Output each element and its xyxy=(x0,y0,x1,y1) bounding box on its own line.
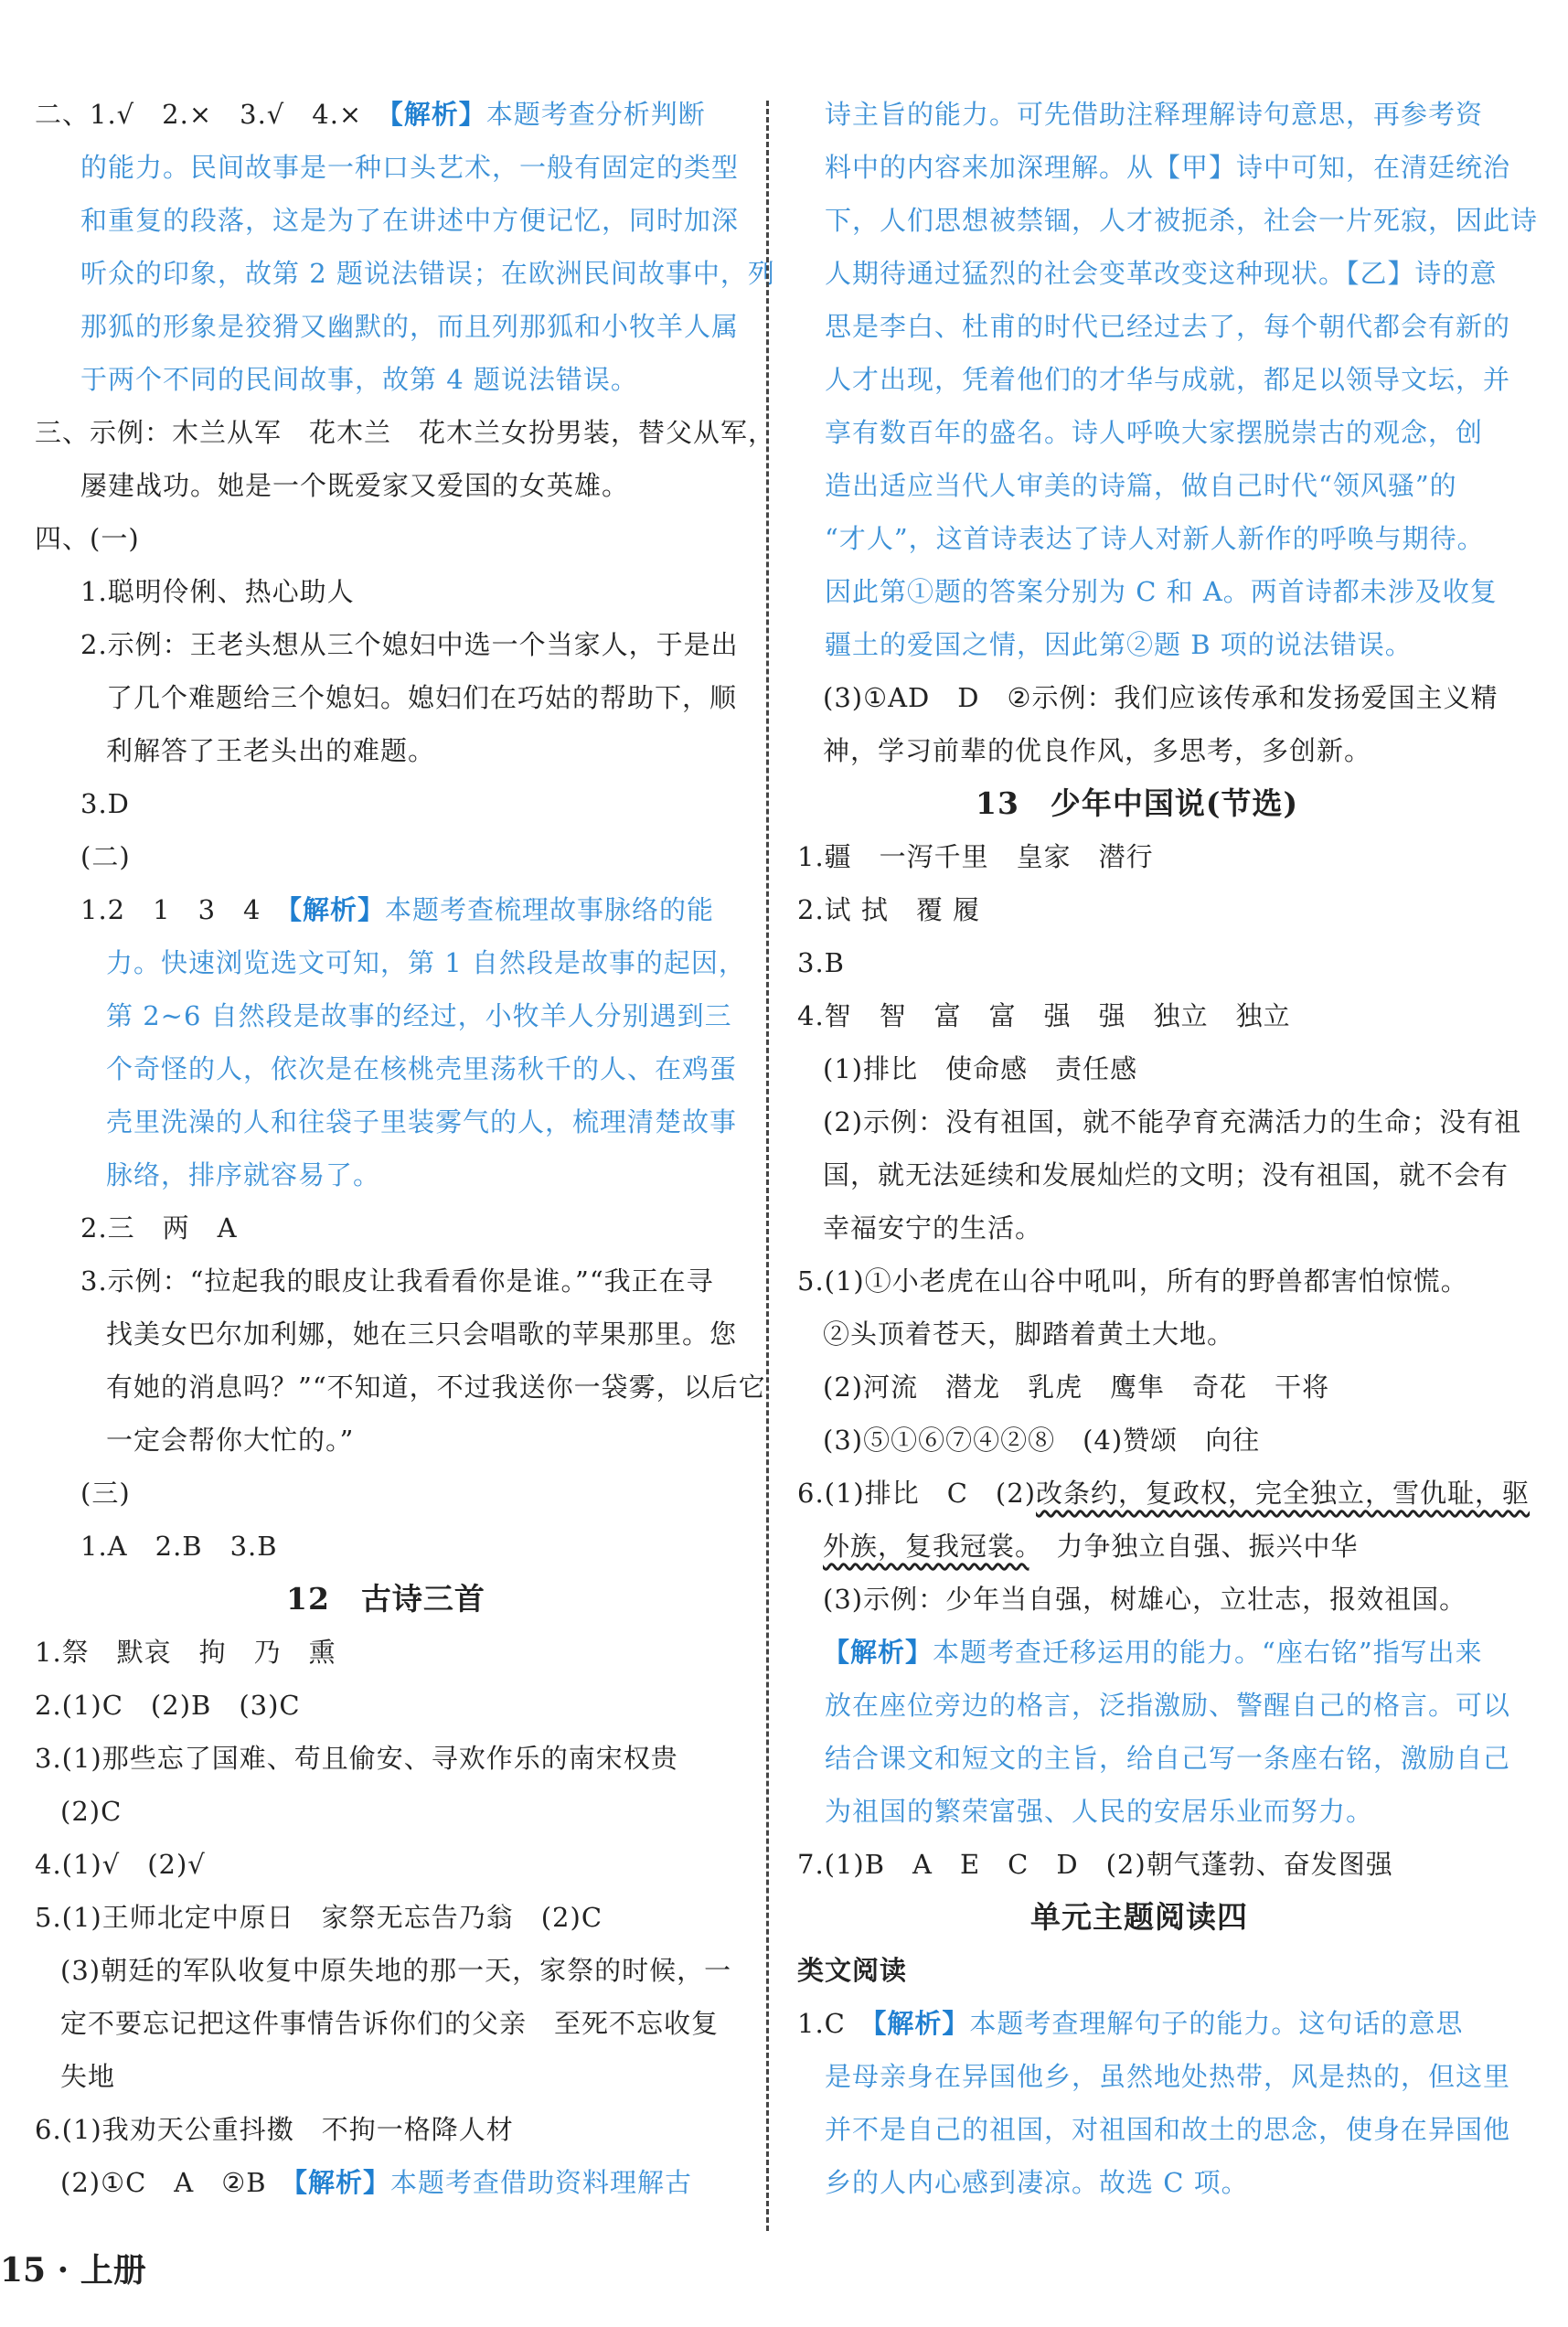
right-line xyxy=(823,1157,1509,1193)
right-line xyxy=(825,1687,1510,1724)
left-line xyxy=(35,520,140,557)
text-segment: 那狐的形象是狡猾又幽默的，而且列那狐和小牧羊人属 xyxy=(80,311,740,342)
text-segment: 个奇怪的人，依次是在核桃壳里荡秋千的人、在鸡蛋 xyxy=(106,1053,738,1084)
text-segment: 力。快速浏览选文可知，第 1 自然段是故事的起因， xyxy=(106,947,746,978)
right-line xyxy=(823,1634,1483,1671)
text-segment: 三、示例：木兰从军 花木兰 花木兰女扮男装，替父从军， xyxy=(35,417,776,448)
left-line xyxy=(106,1051,737,1087)
text-segment: 6.(1)我劝天公重抖擞 不拘一格降人材 xyxy=(35,2114,514,2145)
right-line xyxy=(797,998,1291,1034)
left-line xyxy=(80,838,131,875)
text-segment: 找美女巴尔加利娜，她在三只会唱歌的苹果那里。您 xyxy=(106,1318,738,1350)
analysis-tag: 【解析】 xyxy=(389,99,486,130)
right-line xyxy=(797,945,845,981)
left-line xyxy=(286,1581,485,1618)
text-segment: 幸福安宁的生活。 xyxy=(823,1212,1043,1244)
text-segment: 2.三 两 A xyxy=(80,1212,238,1244)
left-line xyxy=(80,891,714,928)
text-segment: 下，人们思想被禁锢，人才被扼杀，社会一片死寂，因此诗 xyxy=(825,205,1539,236)
right-line xyxy=(797,891,980,928)
text-segment: 一定会帮你大忙的。” xyxy=(106,1425,355,1456)
page-footer: 15 · 上册 xyxy=(0,2251,146,2290)
left-line xyxy=(106,679,737,716)
right-line xyxy=(825,626,1413,663)
right-line xyxy=(823,1581,1467,1617)
text-segment: 失地 xyxy=(60,2061,116,2092)
text-segment: 4.智 智 富 富 强 强 独立 独立 xyxy=(797,1000,1291,1031)
left-line xyxy=(106,1104,737,1140)
text-segment: 3.(1)那些忘了国难、苟且偷安、寻欢作乐的南宋权贵 xyxy=(35,1743,678,1774)
left-line xyxy=(80,467,629,504)
left-line xyxy=(60,2058,115,2095)
left-line xyxy=(80,361,638,398)
text-segment: 本题考查理解句子的能力。这句话的意思 xyxy=(969,2008,1464,2039)
left-line xyxy=(106,1316,737,1352)
text-segment: “才人”，这首诗表达了诗人对新人新作的呼唤与期待。 xyxy=(825,523,1485,554)
left-line xyxy=(80,1210,238,1246)
text-segment: 2.(1)C (2)B (3)C xyxy=(35,1690,301,1721)
left-line xyxy=(80,202,739,239)
right-line xyxy=(825,361,1510,398)
text-segment: 本题考查迁移运用的能力。“座右铭”指写出来 xyxy=(933,1637,1483,1668)
left-line xyxy=(80,626,739,663)
left-line xyxy=(80,573,355,610)
text-segment: (3)示例：少年当自强，树雄心，立壮志，报效祖国。 xyxy=(823,1584,1467,1615)
right-line xyxy=(823,1210,1042,1246)
left-line xyxy=(80,308,739,345)
right-line xyxy=(976,785,1298,823)
text-segment: ②头顶着苍天，脚踏着黄土大地。 xyxy=(823,1318,1235,1350)
text-segment: 结合课文和短文的主旨，给自己写一条座右铭，激励自己 xyxy=(825,1743,1511,1774)
analysis-tag: 【解析】 xyxy=(872,2008,970,2039)
text-segment: 本题考查梳理故事脉络的能 xyxy=(385,894,715,925)
left-line xyxy=(80,1263,714,1299)
right-line xyxy=(825,2111,1510,2148)
analysis-tag: 【解析】 xyxy=(288,894,385,925)
text-segment: 有她的消息吗？”“不知道，不过我送你一袋雾，以后它 xyxy=(106,1372,766,1403)
text-segment: 3.B xyxy=(797,947,845,978)
text-segment: 5.(1)①小老虎在山谷中吼叫，所有的野兽都害怕惊慌。 xyxy=(797,1265,1468,1297)
text-segment: 国，就无法延续和发展灿烂的文明；没有祖国，就不会有 xyxy=(823,1159,1509,1190)
text-segment: 1.聪明伶俐、热心助人 xyxy=(80,576,355,607)
text-segment: 3.示例：“拉起我的眼皮让我看看你是谁。”“我正在寻 xyxy=(80,1265,714,1297)
text-segment: 2.示例：王老头想从三个媳妇中选一个当家人，于是出 xyxy=(80,629,739,660)
right-line xyxy=(825,255,1498,292)
left-line xyxy=(106,945,746,981)
right-line xyxy=(797,838,1154,875)
text-segment: 第 2~6 自然段是故事的经过，小牧羊人分别遇到三 xyxy=(106,1000,732,1031)
left-line xyxy=(35,1634,336,1671)
text-segment: (3)⑤①⑥⑦④②⑧ (4)赞颂 向往 xyxy=(823,1425,1261,1456)
left-line xyxy=(35,1687,301,1724)
right-line xyxy=(825,573,1498,610)
left-line xyxy=(80,1475,131,1511)
right-line xyxy=(797,1952,907,1989)
left-line xyxy=(60,1793,122,1830)
text-segment: 和重复的段落，这是为了在讲述中方便记忆，同时加深 xyxy=(80,205,740,236)
left-line xyxy=(35,414,775,451)
text-segment: 料中的内容来加深理解。从【甲】诗中可知，在清廷统治 xyxy=(825,152,1511,183)
left-line xyxy=(80,1528,278,1564)
text-segment: 四、(一) xyxy=(35,523,140,554)
right-line xyxy=(823,1316,1234,1352)
left-line xyxy=(60,2164,692,2201)
text-segment: 力争独立自强、振兴中华 xyxy=(1029,1531,1359,1562)
right-line xyxy=(825,149,1510,186)
text-segment: (三) xyxy=(80,1478,131,1509)
text-segment: 乡的人内心感到凄凉。故选 C 项。 xyxy=(825,2167,1249,2198)
text-segment: 4.(1)√ (2)√ xyxy=(35,1849,206,1880)
left-line xyxy=(35,1846,206,1883)
text-segment: 放在座位旁边的格言，泛指激励、警醒自己的格言。可以 xyxy=(825,1690,1511,1721)
right-line xyxy=(825,1740,1510,1777)
right-line xyxy=(823,1104,1521,1140)
left-line xyxy=(35,96,706,133)
right-line xyxy=(823,1369,1329,1405)
text-segment: 于两个不同的民间故事，故第 4 题说法错误。 xyxy=(80,364,638,395)
text-segment: 类文阅读 xyxy=(797,1955,908,1986)
left-line xyxy=(106,1157,380,1193)
text-segment: 脉络，排序就容易了。 xyxy=(106,1159,381,1190)
text-segment: 1.疆 一泻千里 皇家 潜行 xyxy=(797,841,1154,872)
text-segment: 诗主旨的能力。可先借助注释理解诗句意思，再参考资 xyxy=(825,99,1484,130)
right-line xyxy=(1030,1899,1248,1937)
text-segment: (2)示例：没有祖国，就不能孕育充满活力的生命；没有祖 xyxy=(823,1106,1522,1137)
text-segment: 疆土的爱国之情，因此第②题 B 项的说法错误。 xyxy=(825,629,1413,660)
right-line xyxy=(823,732,1371,769)
text-segment: 二、1.√ 2.× 3.√ 4.× xyxy=(35,99,390,130)
text-segment: 改条约，复政权，完全独立，雪仇耻，驱 xyxy=(1036,1478,1531,1509)
text-segment: (2)河流 潜龙 乳虎 鹰隼 奇花 干将 xyxy=(823,1372,1330,1403)
text-segment: 的能力。民间故事是一种口头艺术，一般有固定的类型 xyxy=(80,152,740,183)
text-segment: (3)朝廷的军队收复中原失地的那一天，家祭的时候，一 xyxy=(60,1955,732,1986)
left-line xyxy=(35,1899,603,1936)
left-line xyxy=(106,1422,354,1458)
left-line xyxy=(106,732,435,769)
left-line xyxy=(80,785,130,822)
right-line xyxy=(825,96,1483,133)
text-segment: 造出适应当代人审美的诗篇，做自己时代“领风骚”的 xyxy=(825,470,1457,501)
text-segment: (2)①C A ②B xyxy=(60,2167,294,2198)
left-line xyxy=(60,1952,731,1989)
right-line xyxy=(797,2005,1463,2042)
text-segment: (1)排比 使命感 责任感 xyxy=(823,1053,1138,1084)
right-line xyxy=(797,1475,1530,1511)
left-line xyxy=(106,998,732,1034)
column-divider xyxy=(766,101,769,2231)
text-segment: 1.C xyxy=(797,2008,873,2039)
right-line xyxy=(825,520,1485,557)
text-segment: 本题考查分析判断 xyxy=(485,99,706,130)
analysis-tag: 【解析】 xyxy=(293,2167,391,2198)
text-segment: 了几个难题给三个媳妇。媳妇们在巧姑的帮助下，顺 xyxy=(106,682,738,713)
text-segment: 神，学习前辈的优良作风，多思考，多创新。 xyxy=(823,735,1372,766)
text-segment: 1.A 2.B 3.B xyxy=(80,1531,278,1562)
text-segment: 并不是自己的祖国，对祖国和故土的思念，使身在异国他 xyxy=(825,2114,1511,2145)
text-segment: 定不要忘记把这件事情告诉你们的父亲 至死不忘收复 xyxy=(60,2008,720,2039)
left-line xyxy=(60,2005,719,2042)
left-line xyxy=(35,2111,514,2148)
right-line xyxy=(825,1793,1373,1830)
right-line xyxy=(823,1051,1137,1087)
text-segment: 壳里洗澡的人和往袋子里装雾气的人，梳理清楚故事 xyxy=(106,1106,738,1137)
text-segment: 为祖国的繁荣富强、人民的安居乐业而努力。 xyxy=(825,1796,1374,1827)
text-segment: 屡建战功。她是一个既爱家又爱国的女英雄。 xyxy=(80,470,630,501)
text-segment: 本题考查借助资料理解古 xyxy=(390,2167,693,2198)
text-segment: 12 古诗三首 xyxy=(286,1581,485,1617)
right-line xyxy=(825,467,1457,504)
right-line xyxy=(825,308,1510,345)
text-segment: 人期待通过猛烈的社会变革改变这种现状。【乙】诗的意 xyxy=(825,258,1498,289)
text-segment: 2.试 拭 覆 履 xyxy=(797,894,981,925)
text-segment: 1.2 1 3 4 xyxy=(80,894,289,925)
right-line xyxy=(823,679,1499,716)
text-segment: 外族，复我冠裳。 xyxy=(823,1531,1029,1562)
text-segment: 利解答了王老头出的难题。 xyxy=(106,735,436,766)
text-segment: 6.(1)排比 C (2) xyxy=(797,1478,1037,1509)
text-segment: 13 少年中国说(节选) xyxy=(976,785,1299,821)
right-line xyxy=(825,202,1538,239)
text-segment: 享有数百年的盛名。诗人呼唤大家摆脱崇古的观念，创 xyxy=(825,417,1484,448)
text-segment: 单元主题阅读四 xyxy=(1030,1899,1248,1935)
text-segment: 因此第①题的答案分别为 C 和 A。两首诗都未涉及收复 xyxy=(825,576,1498,607)
text-segment: 7.(1)B A E C D (2)朝气蓬勃、奋发图强 xyxy=(797,1849,1393,1880)
right-line xyxy=(825,2058,1510,2095)
left-line xyxy=(80,255,775,292)
text-segment: 5.(1)王师北定中原日 家祭无忘告乃翁 (2)C xyxy=(35,1902,603,1933)
right-line xyxy=(797,1846,1393,1883)
right-line xyxy=(823,1422,1260,1458)
text-segment: (3)①AD D ②示例：我们应该传承和发扬爱国主义精 xyxy=(823,682,1499,713)
right-line xyxy=(825,414,1483,451)
right-line xyxy=(823,1528,1359,1564)
right-line xyxy=(825,2164,1249,2201)
text-segment: 听众的印象，故第 2 题说法错误；在欧洲民间故事中，列 xyxy=(80,258,775,289)
left-line xyxy=(80,149,739,186)
text-segment: 思是李白、杜甫的时代已经过去了，每个朝代都会有新的 xyxy=(825,311,1511,342)
text-segment: 1.祭 默哀 拘 乃 熏 xyxy=(35,1637,336,1668)
left-line xyxy=(35,1740,678,1777)
text-segment: (二) xyxy=(80,841,131,872)
text-segment: (2)C xyxy=(60,1796,123,1827)
text-segment: 是母亲身在异国他乡，虽然地处热带，风是热的，但这里 xyxy=(825,2061,1511,2092)
text-segment: 3.D xyxy=(80,788,130,819)
text-segment: 人才出现，凭着他们的才华与成就，都足以领导文坛，并 xyxy=(825,364,1511,395)
left-line xyxy=(106,1369,766,1405)
right-line xyxy=(797,1263,1468,1299)
analysis-tag: 【解析】 xyxy=(823,1637,933,1668)
